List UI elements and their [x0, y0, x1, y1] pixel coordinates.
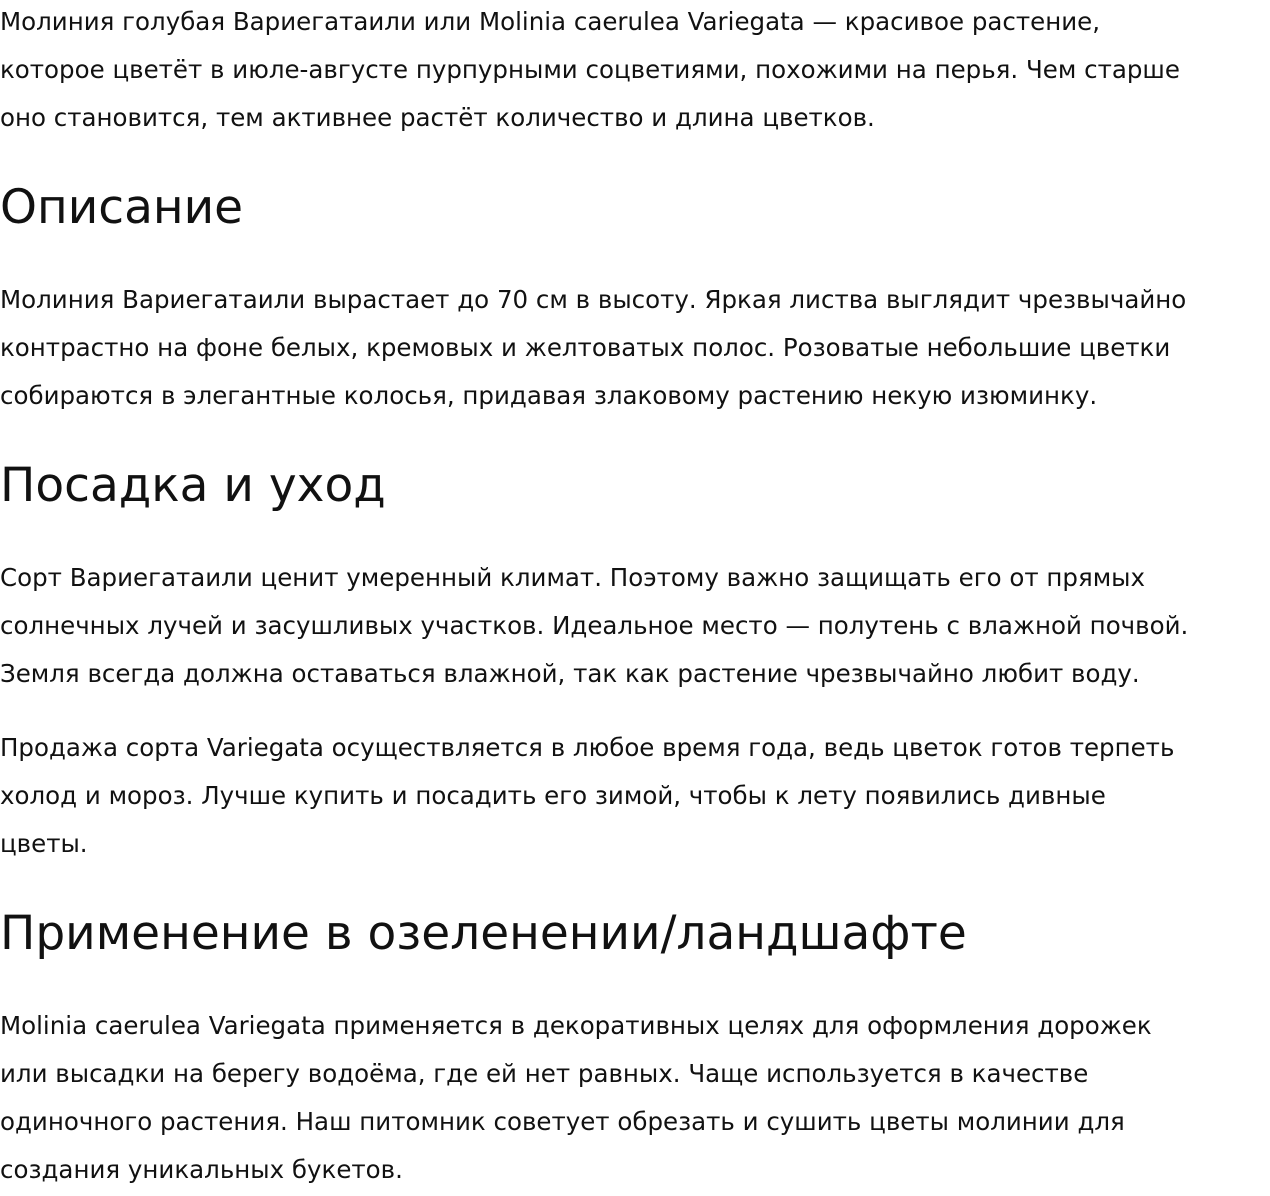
- landscaping-paragraph: [0, 1002, 1270, 1194]
- text-line: контрастно на фоне белых, кремовых и желтоватых полос. Розоватые небольшие цветки: [0, 333, 1171, 362]
- text-line: Молиния голубая Вариегатаили или Molinia caerulea Variegata — красивое растение,: [0, 7, 1100, 36]
- text-line: оно становится, тем активнее растёт количество и длина цветков.: [0, 103, 875, 132]
- text-line: Молиния Вариегатаили вырастает до 70 см в высоту. Яркая листва выглядит чрезвычайно: [0, 285, 1187, 314]
- text-line: Земля всегда должна оставаться влажной, так как растение чрезвычайно любит воду.: [0, 659, 1140, 688]
- intro-paragraph: [0, 0, 1270, 142]
- text-line: Сорт Вариегатаили ценит умеренный климат. Поэтому важно защищать его от прямых: [0, 563, 1146, 592]
- text-line: одиночного растения. Наш питомник советует обрезать и сушить цветы молинии для: [0, 1107, 1125, 1136]
- text-line: Molinia caerulea Variegata применяется в декоративных целях для оформления дорожек: [0, 1011, 1152, 1040]
- planting-paragraph-1: [0, 554, 1270, 698]
- text-line: создания уникальных букетов.: [0, 1155, 403, 1184]
- text-line: холод и мороз. Лучше купить и посадить его зимой, чтобы к лету появились дивные: [0, 781, 1106, 810]
- text-line: Продажа сорта Variegata осуществляется в любое время года, ведь цветок готов терпеть: [0, 733, 1175, 762]
- text-line: или высадки на берегу водоёма, где ей нет равных. Чаще используется в качестве: [0, 1059, 1089, 1088]
- text-line: собираются в элегантные колосья, придавая злаковому растению некую изюминку.: [0, 381, 1098, 410]
- section-heading-landscaping: Применение в озеленении/ландшафте: [0, 906, 967, 961]
- planting-paragraph-2: [0, 724, 1270, 868]
- text-line: которое цветёт в июле-августе пурпурными соцветиями, похожими на перья. Чем старше: [0, 55, 1180, 84]
- text-line: солнечных лучей и засушливых участков. Идеальное место — полутень с влажной почвой.: [0, 611, 1189, 640]
- text-line: цветы.: [0, 829, 88, 858]
- section-heading-planting-care: Посадка и уход: [0, 458, 386, 513]
- description-paragraph: [0, 276, 1270, 420]
- section-heading-description: Описание: [0, 180, 244, 235]
